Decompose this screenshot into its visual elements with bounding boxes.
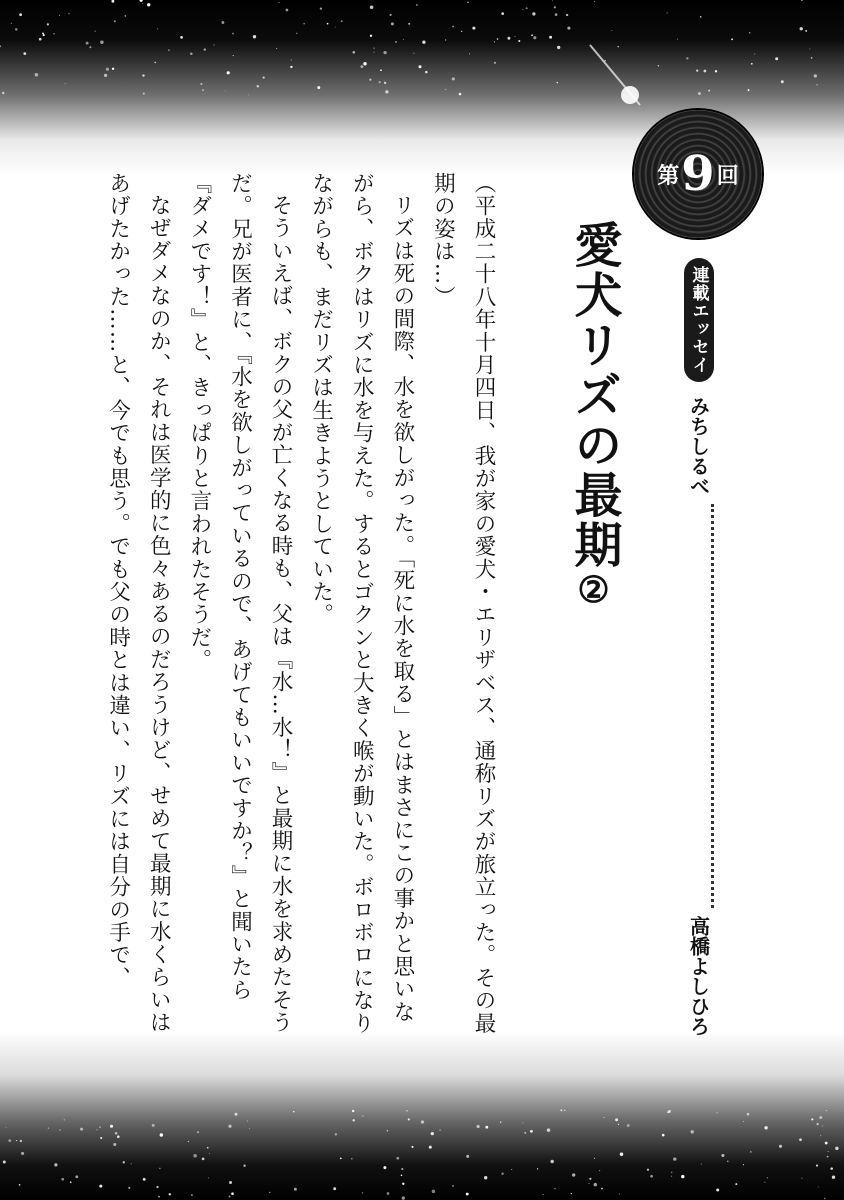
author-name: 高橋よしひろ [686, 916, 711, 1036]
essay-title [558, 220, 630, 620]
paragraph: （平成二十八年十月四日、我が家の愛犬・エリザベス、通称リズが旅立った。その最期の姿は…） [430, 172, 496, 1035]
episode-badge [634, 110, 762, 238]
episode-suffix: 回 [716, 162, 739, 189]
essay-body [103, 172, 503, 1044]
episode-prefix: 第 [657, 162, 680, 189]
paragraph: リズは死の間際、水を欲しがった。「死に水を取る」とはまさにこの事かと思いながら、ボクはリズに水を与えた。するとゴクンと大きく喉が動いた。ボロボロになりながらも、まだリズは生きようとしていた。 [308, 172, 415, 1035]
column-name: みちしるべ [686, 396, 711, 496]
title-part: ② [573, 570, 615, 613]
paragraph: そういえば、ボクの父が亡くなる時も、父は『水…水！』と最期に水を求めたそうだ。兄が医者に、『水を欲しがっているので、あげてもいいですか？』と聞いたら『ダメです！』と、きっぱりと言われたそうだ。 [186, 172, 294, 1034]
paragraph: なぜダメなのか、それは医学的に色々あるのだろうけど、せめて最期に水くらいはあげたかった……と、今でも思う。でも父の時とは違い、リズには自分の手で、 [105, 172, 172, 1034]
byline [684, 396, 714, 1036]
dotted-leader [711, 504, 714, 908]
series-label: 連載エッセイ [684, 258, 714, 382]
title-main: 愛犬リズの最期 [566, 220, 622, 570]
episode-number: 9 [681, 146, 715, 202]
